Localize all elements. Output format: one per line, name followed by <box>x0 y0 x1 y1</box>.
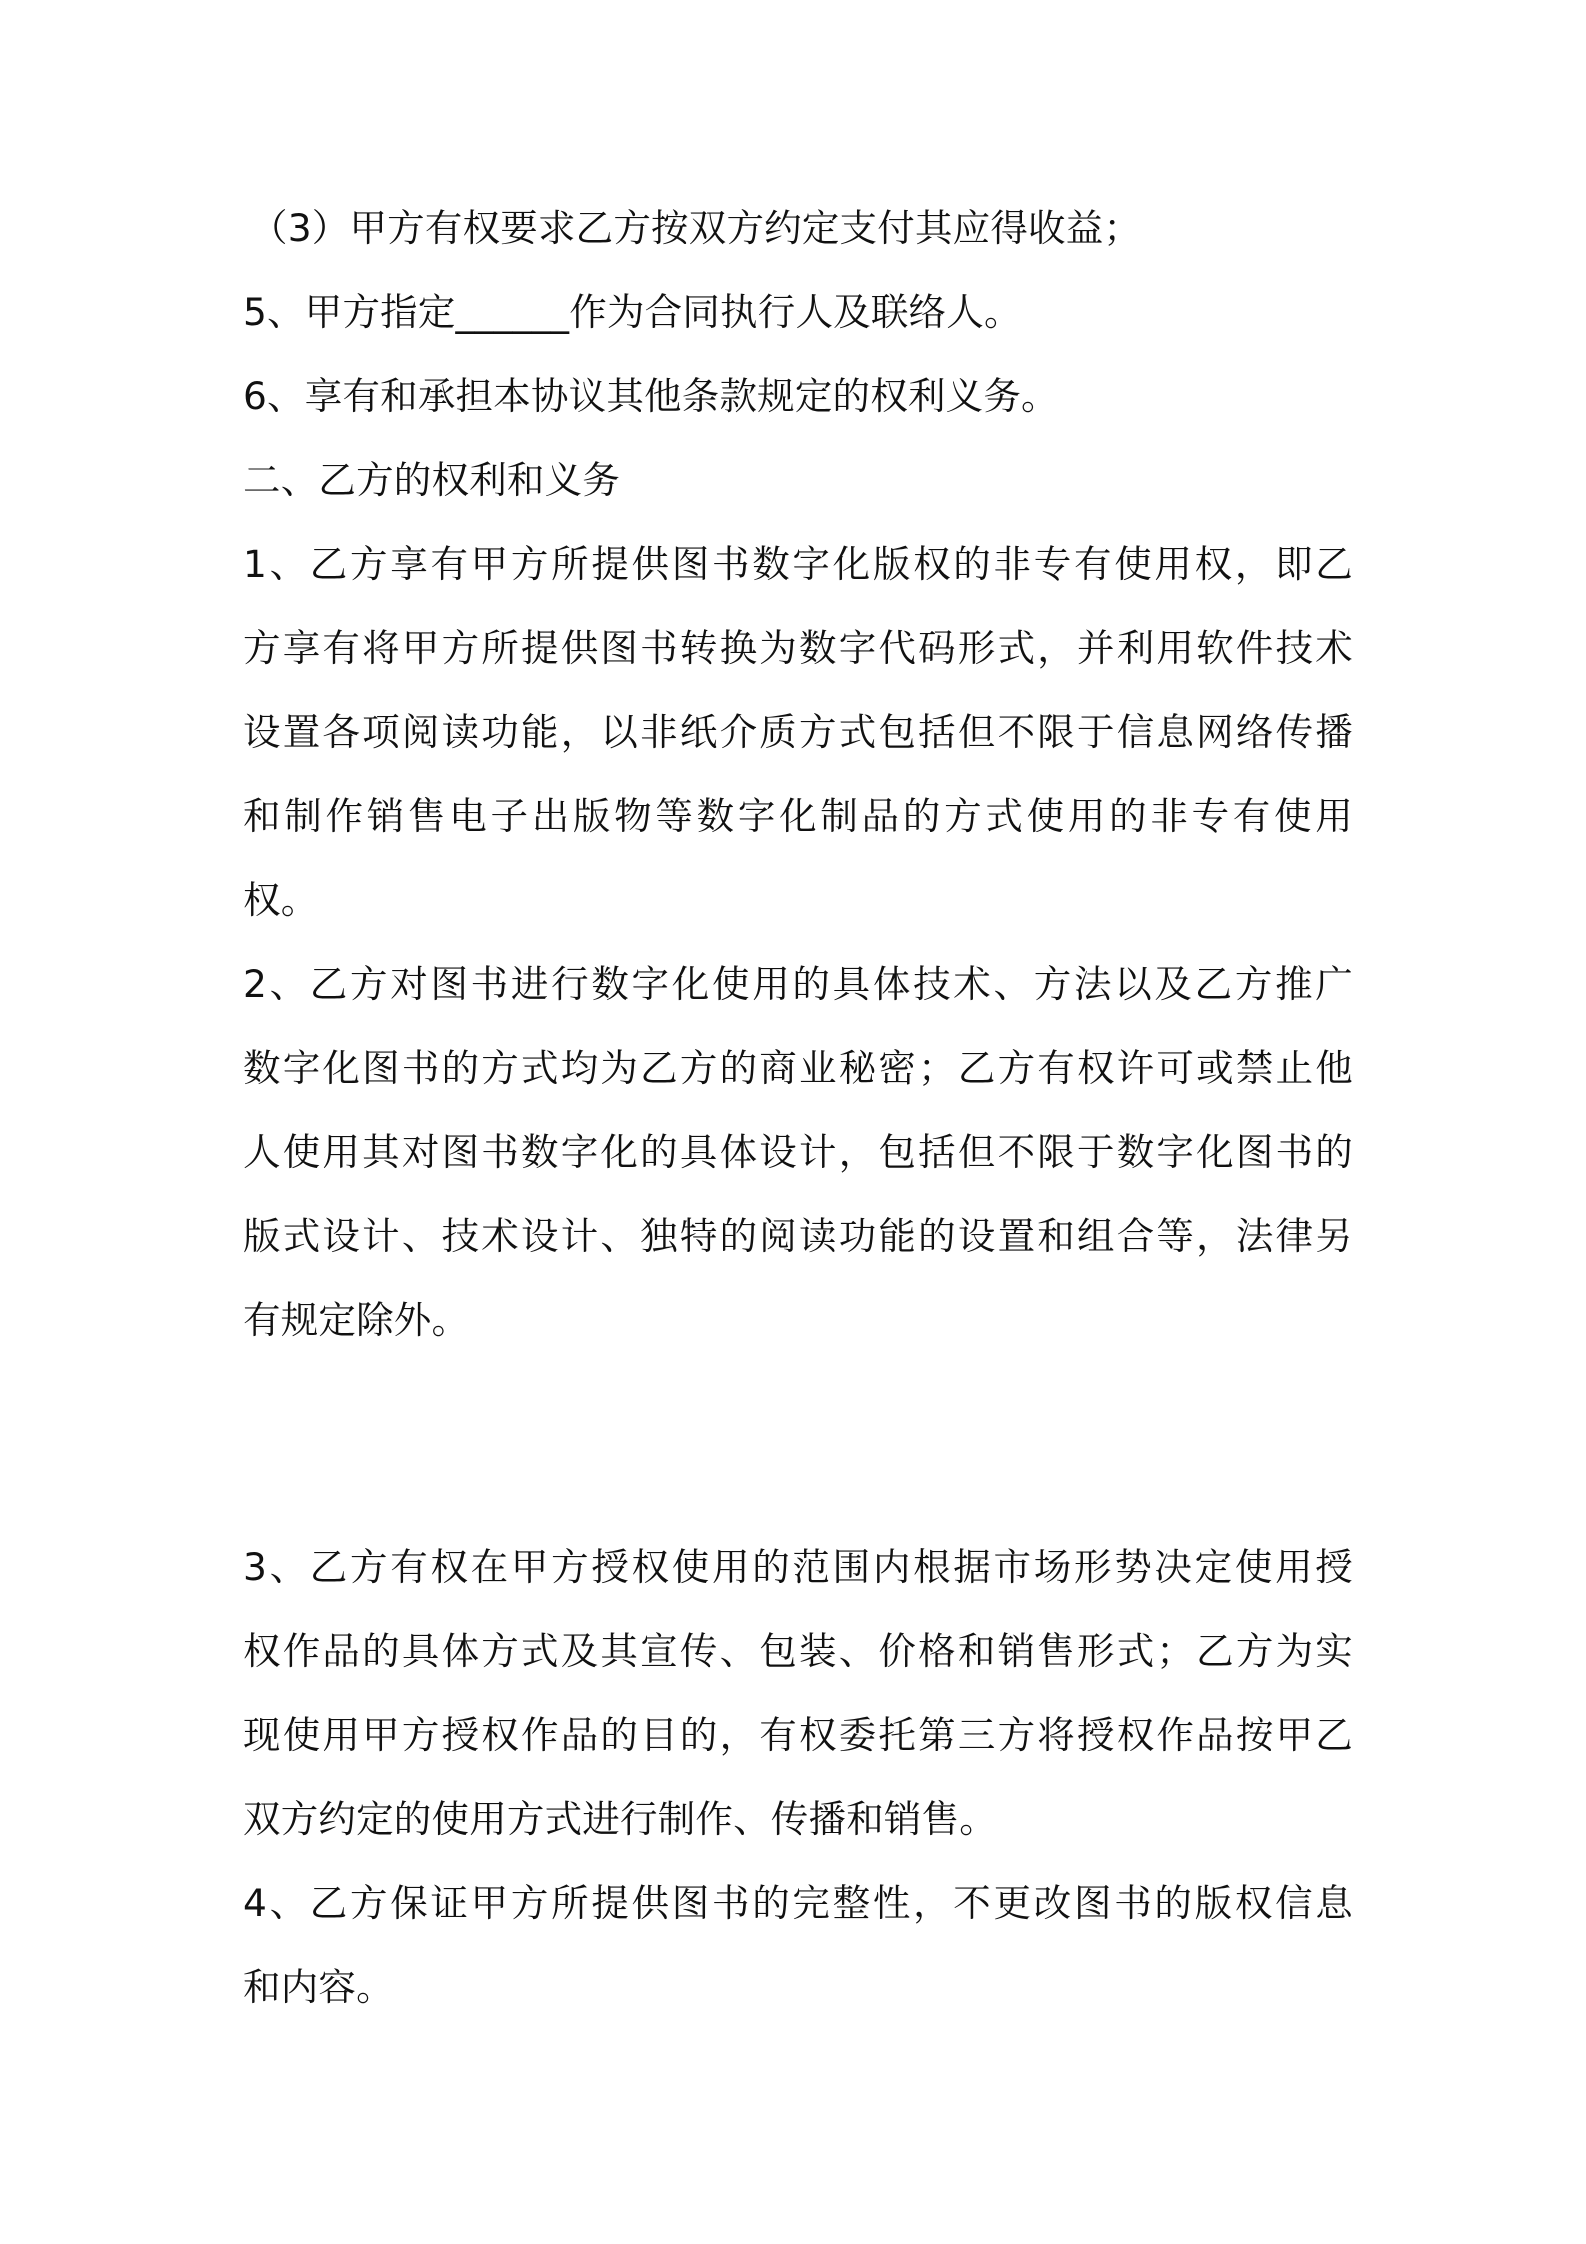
clause-b2-line-1: 2、乙方对图书进行数字化使用的具体技术、方法以及乙方推广 <box>243 962 1353 1006</box>
clause-a3-line: （3）甲方有权要求乙方按双方约定支付其应得收益； <box>250 206 1142 250</box>
clause-b1-line-5: 权。 <box>243 878 319 922</box>
clause-b3-line-1: 3、乙方有权在甲方授权使用的范围内根据市场形势决定使用授 <box>243 1545 1353 1589</box>
clause-b2-line-5: 有规定除外。 <box>243 1298 470 1342</box>
clause-a6-line: 6、享有和承担本协议其他条款规定的权利义务。 <box>243 374 1059 418</box>
clause-b4-line-2: 和内容。 <box>243 1965 394 2009</box>
clause-b3-line-4: 双方约定的使用方式进行制作、传播和销售。 <box>243 1797 997 1841</box>
clause-b1-line-1: 1、乙方享有甲方所提供图书数字化版权的非专有使用权，即乙 <box>243 542 1353 586</box>
clause-b2-line-2: 数字化图书的方式均为乙方的商业秘密；乙方有权许可或禁止他 <box>243 1046 1353 1090</box>
section-heading-party-b: 二、乙方的权利和义务 <box>243 458 620 502</box>
clause-b4-line-1: 4、乙方保证甲方所提供图书的完整性，不更改图书的版权信息 <box>243 1881 1353 1925</box>
clause-b1-line-3: 设置各项阅读功能，以非纸介质方式包括但不限于信息网络传播 <box>243 710 1353 754</box>
clause-b3-line-3: 现使用甲方授权作品的目的，有权委托第三方将授权作品按甲乙 <box>243 1713 1353 1757</box>
clause-a5-line: 5、甲方指定______作为合同执行人及联络人。 <box>243 290 1022 334</box>
clause-b3-line-2: 权作品的具体方式及其宣传、包装、价格和销售形式；乙方为实 <box>243 1629 1353 1673</box>
clause-b2-line-4: 版式设计、技术设计、独特的阅读功能的设置和组合等，法律另 <box>243 1214 1353 1258</box>
clause-b2-line-3: 人使用其对图书数字化的具体设计，包括但不限于数字化图书的 <box>243 1130 1353 1174</box>
clause-b1-line-4: 和制作销售电子出版物等数字化制品的方式使用的非专有使用 <box>243 794 1353 838</box>
clause-b1-line-2: 方享有将甲方所提供图书转换为数字代码形式，并利用软件技术 <box>243 626 1353 670</box>
